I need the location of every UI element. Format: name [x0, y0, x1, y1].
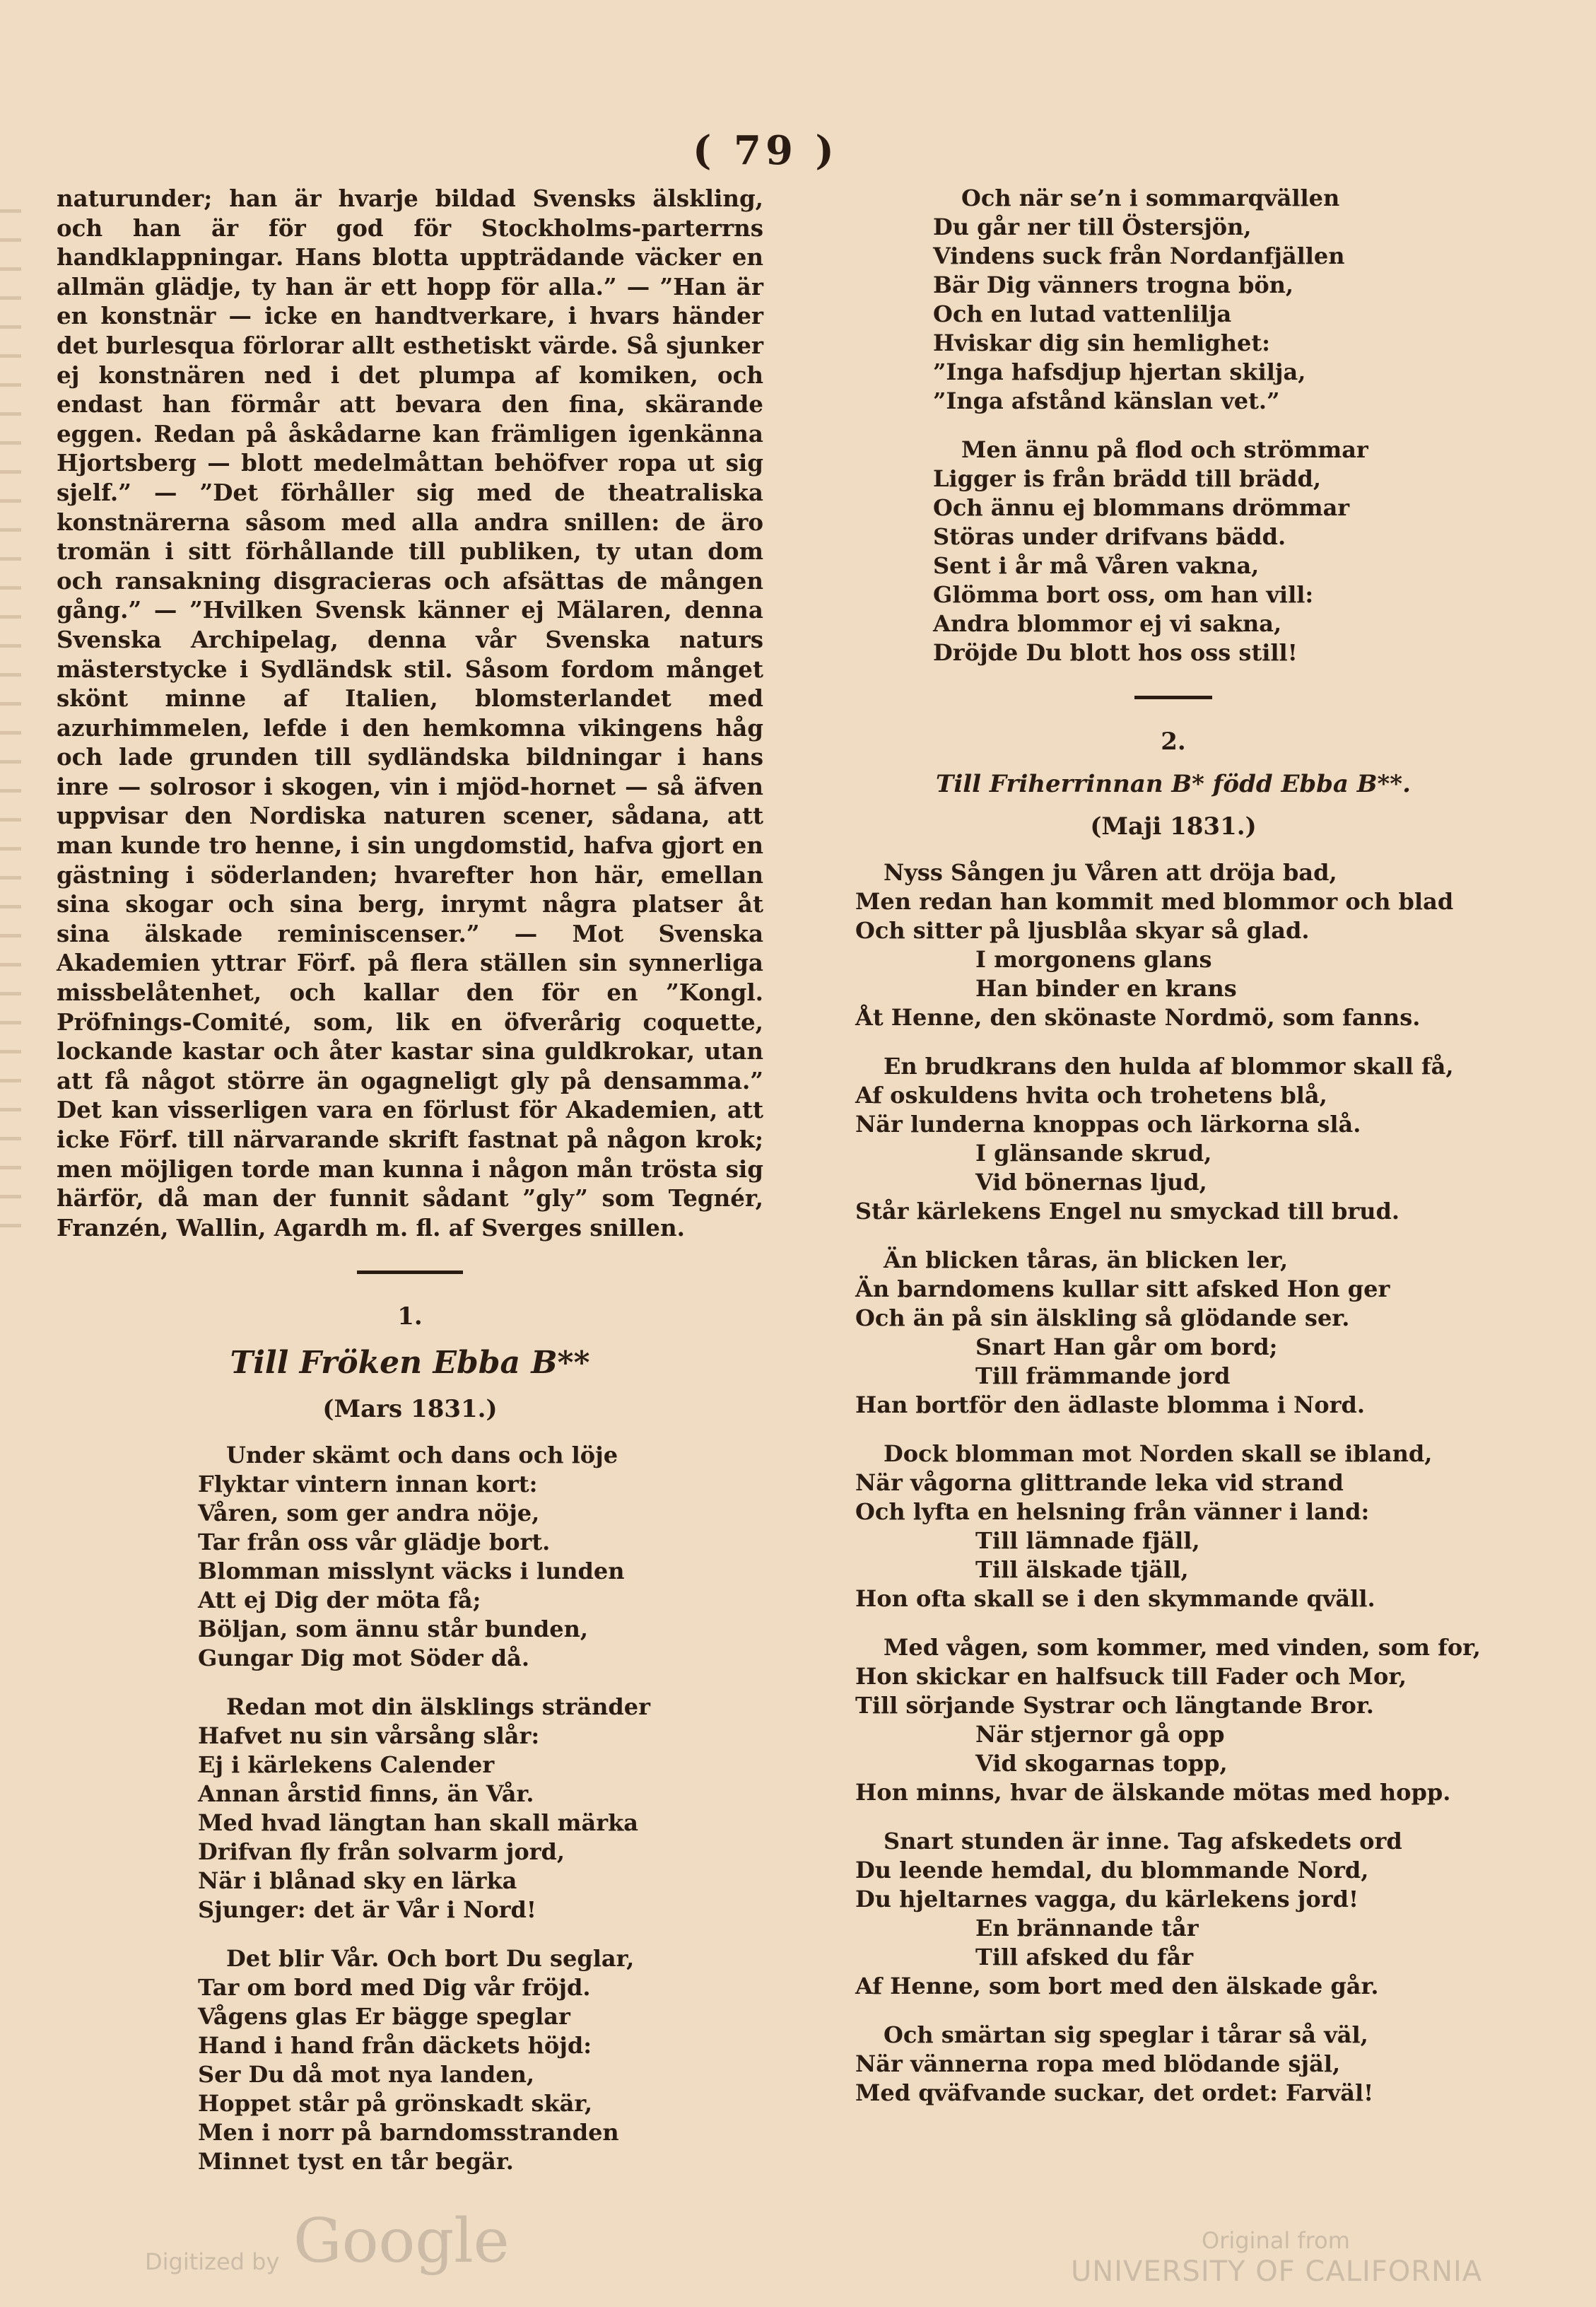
poem-line: Men i norr på barndomsstranden — [198, 2119, 619, 2147]
poem-line: Och en lutad vattenlilja — [933, 300, 1232, 327]
poem-stanza — [855, 1439, 1491, 1613]
poem-line: Minnet tyst en tår begär. — [198, 2148, 514, 2175]
poem-stanza — [855, 1633, 1491, 1807]
poem-stanza — [855, 1052, 1491, 1226]
poem-line: När vännerna ropa med blödande själ, — [855, 2050, 1341, 2077]
left-column — [57, 184, 763, 2196]
poem-line: Af oskuldens hvita och trohetens blå, — [855, 1082, 1327, 1109]
poem-line: Till afsked du får — [975, 1944, 1194, 1970]
poem-line: Hon skickar en halfsuck till Fader och Mor, — [855, 1663, 1407, 1690]
poem-line: Vindens suck från Nordanfjällen — [933, 243, 1345, 269]
google-logo: Google — [293, 2206, 510, 2277]
poem-line: Till sörjande Systrar och längtande Bror. — [855, 1692, 1374, 1719]
poem-date: (Maji 1831.) — [1090, 812, 1257, 841]
poem-line: Du går ner till Östersjön, — [933, 214, 1252, 240]
poem-stanza — [855, 184, 1491, 416]
poem-stanza — [855, 436, 1491, 667]
poem-line: Nyss Sången ju Våren att dröja bad, — [884, 859, 1337, 886]
prose-section — [57, 184, 763, 1242]
poem-line: Glömma bort oss, om han vill: — [933, 581, 1314, 608]
poem-line: Ligger is från brädd till brädd, — [933, 465, 1321, 492]
poem-line: Och ännu ej blommans drömmar — [933, 494, 1350, 521]
poem-date: (Mars 1831.) — [322, 1395, 498, 1424]
poem-line: Och lyfta en helsning från vänner i land: — [855, 1498, 1370, 1525]
page-number: ( 79 ) — [693, 127, 838, 174]
poem-line: Han bortför den ädlaste blomma i Nord. — [855, 1391, 1366, 1418]
poem-line: Än barndomens kullar sitt afsked Hon ger — [855, 1275, 1390, 1302]
poem-line: Tar från oss vår glädje bort. — [198, 1529, 551, 1556]
poem-line: Andra blommor ej vi sakna, — [933, 610, 1282, 637]
poem-line: Du hjeltarnes vagga, du kärlekens jord! — [855, 1886, 1359, 1912]
section-divider — [1134, 696, 1212, 699]
poem-line: Tar om bord med Dig vår fröjd. — [198, 1974, 591, 2002]
poem-stanza — [855, 2021, 1491, 2108]
poem-line: Dröjde Du blott hos oss still! — [933, 639, 1298, 666]
poem-stanza — [855, 1827, 1491, 2001]
poem-number: 1. — [397, 1302, 423, 1331]
poem-number: 2. — [1161, 728, 1186, 756]
poem-line: Snart stunden är inne. Tag afskedets ord — [884, 1828, 1402, 1855]
poem-line: I glänsande skrud, — [975, 1140, 1212, 1167]
poem-stanza — [855, 1246, 1491, 1420]
institution-label: UNIVERSITY OF CALIFORNIA — [1071, 2255, 1483, 2288]
poem-line: Ej i kärlekens Calender — [198, 1751, 495, 1779]
poem-line: Hoppet står på grönskadt skär, — [198, 2090, 593, 2118]
poem-line: Redan mot din älsklings stränder — [226, 1693, 650, 1721]
poem-line: Hand i hand från däckets höjd: — [198, 2032, 592, 2060]
poem-line: När lunderna knoppas och lärkorna slå. — [855, 1111, 1361, 1138]
poem-stanza — [57, 1441, 763, 1673]
poem-line: Och smärtan sig speglar i tårar så väl, — [884, 2021, 1368, 2048]
poem-line: När stjernor gå opp — [975, 1721, 1225, 1748]
poem-line: Och sitter på ljusblåa skyar så glad. — [855, 917, 1310, 944]
poem-line: Hon minns, hvar de älskande mötas med hopp. — [855, 1779, 1451, 1806]
poem-line: Det blir Vår. Och bort Du seglar, — [226, 1945, 635, 1973]
poem-line: Åt Henne, den skönaste Nordmö, som fanns. — [855, 1004, 1421, 1031]
poem-line: Till älskade tjäll, — [975, 1556, 1189, 1583]
poem-line: Annan årstid finns, än Vår. — [198, 1780, 534, 1808]
poem-line: Sjunger: det är Vår i Nord! — [198, 1896, 536, 1924]
poem-line: Än blicken tåras, än blicken ler, — [884, 1246, 1289, 1273]
poem-line: Till främmande jord — [975, 1362, 1231, 1389]
poem-line: Ser Du då mot nya landen, — [198, 2061, 535, 2089]
poem-line: I morgonens glans — [975, 946, 1212, 973]
poem-line: Vid bönernas ljud, — [975, 1169, 1207, 1196]
poem-line: Drifvan fly från solvarm jord, — [198, 1838, 565, 1866]
poem-line: Hafvet nu sin vårsång slår: — [198, 1722, 540, 1750]
poem-line: Gungar Dig mot Söder då. — [198, 1645, 529, 1672]
poem-line: Blomman misslynt väcks i lunden — [198, 1558, 625, 1585]
poem-line: Med qväfvande suckar, det ordet: Farväl! — [855, 2079, 1374, 2106]
poem-stanza — [57, 1944, 763, 2176]
poem-line: När vågorna glittrande leka vid strand — [855, 1469, 1344, 1496]
poem-line: Hviskar dig sin hemlighet: — [933, 329, 1270, 356]
poem-line: Under skämt och dans och löje — [226, 1442, 618, 1469]
poem-line: Men redan han kommit med blommor och blad — [855, 888, 1454, 915]
poem-line: Våren, som ger andra nöje, — [198, 1500, 540, 1527]
poem-line: Och när se’n i sommarqvällen — [961, 185, 1340, 211]
poem-line: Hon ofta skall se i den skymmande qväll. — [855, 1585, 1375, 1612]
poem-line: Dock blomman mot Norden skall se ibland, — [884, 1440, 1433, 1467]
poem-line: Vågens glas Er bägge speglar — [198, 2003, 570, 2031]
poem-line: Af Henne, som bort med den älskade går. — [855, 1973, 1379, 1999]
poem-title: Till Fröken Ebba B** — [230, 1345, 590, 1382]
poem-stanza — [57, 1693, 763, 1925]
poem-line: Bär Dig vänners trogna bön, — [933, 271, 1294, 298]
poem-line: Störas under drifvans bädd. — [933, 523, 1286, 550]
poem-stanza — [855, 858, 1491, 1032]
digitized-by-label: Digitized by — [145, 2248, 280, 2275]
section-divider — [357, 1271, 463, 1274]
poem-line: Du leende hemdal, du blommande Nord, — [855, 1857, 1369, 1883]
poem-line: Och än på sin älskling så glödande ser. — [855, 1304, 1350, 1331]
poem-line: Han binder en krans — [975, 975, 1237, 1002]
poem-line: ”Inga afstånd känslan vet.” — [933, 387, 1280, 414]
poem-line: Att ej Dig der möta få; — [198, 1587, 481, 1614]
poem-line: En brännande tår — [975, 1915, 1199, 1941]
poem-line: Flyktar vintern innan kort: — [198, 1471, 538, 1498]
poem-line: ”Inga hafsdjup hjertan skilja, — [933, 358, 1306, 385]
binding-edge — [0, 184, 21, 1244]
poem-line: När i blånad sky en lärka — [198, 1867, 517, 1895]
poem-line: Med vågen, som kommer, med vinden, som for, — [884, 1634, 1481, 1661]
poem-line: Med hvad längtan han skall märka — [198, 1809, 638, 1837]
prose-paragraph: naturunder; han är hvarje bildad Svensks älskling, och han är för god för Stockholms-parterrns handklappningar. Hans blotta uppträdande väcker en allmän glädje, ty han är ett hopp för alla.” — ”Han är en konstnär — icke en handtverkare, i hvars händer det burlesqua förlorar allt esthetiskt värde. Så sjunker ej konstnären ned i det plumpa af komiken, och endast han förmår att bevara den fina, skärande eggen. Redan på åskådarne kan främligen igenkänna Hjortsberg — blott medelmåttan behöfver ropa ut sig sjelf.” — ”Det förhåller sig med de theatraliska konstnärerna såsom med alla andra snillen: de äro tromän i sitt förhållande till publiken, ty utan dom och ransakning disgracieras och afsättas de mången gång.” — ”Hvilken Svensk känner ej Mälaren, denna Svenska Archipelag, denna vår Svenska naturs mästerstycke i Sydländsk stil. Såsom fordom månget skönt minne af Italien, blomsterlandet med azurhimmelen, lefde i den hemkomna vikingens håg och lade grunden till sydländska bildningar i hans inre — solrosor i skogen, vin i mjöd-hornet — så äfven uppvisar den Nordiska naturen scener, sådana, att man kunde tro henne, i sin ungdomstid, hafva gjort en gästning i söderlanden; hvarefter hon här, emellan sina skogar och sina berg, inrymt några platser åt sina älskade reminiscenser.” — Mot Svenska Akademien yttrar Förf. på flera ställen sin synnerliga missbelåtenhet, och kallar den för en ”Kongl. Pröfnings-Comité, som, lik en öfverårig coquette, lockande kastar och åter kastar sina guldkrokar, utan att få något större än ogagneligt gly på densamma.” Det kan visserligen vara en förlust för Akademien, att icke Förf. till närvarande skrift fastnat på någon krok; men möjligen torde man kunna i någon mån trösta sig härför, då man der funnit sådant ”gly” som Tegnér, Franzén, Wallin, Agardh m. fl. af Sverges snillen. — [57, 185, 763, 1242]
poem-line: Men ännu på flod och strömmar — [961, 436, 1368, 463]
right-column — [855, 184, 1491, 2127]
poem-title: Till Friherrinnan B* född Ebba B**. — [936, 770, 1411, 798]
poem-line: Till lämnade fjäll, — [975, 1527, 1200, 1554]
poem-line: Sent i år må Våren vakna, — [933, 552, 1260, 579]
poem-line: Snart Han går om bord; — [975, 1333, 1278, 1360]
poem-line: En brudkrans den hulda af blommor skall få, — [884, 1053, 1454, 1080]
poem-line: Står kärlekens Engel nu smyckad till brud. — [855, 1198, 1400, 1225]
poem-line: Vid skogarnas topp, — [975, 1750, 1228, 1777]
original-from-label: Original from — [1202, 2227, 1350, 2254]
poem-line: Böljan, som ännu står bunden, — [198, 1616, 589, 1643]
